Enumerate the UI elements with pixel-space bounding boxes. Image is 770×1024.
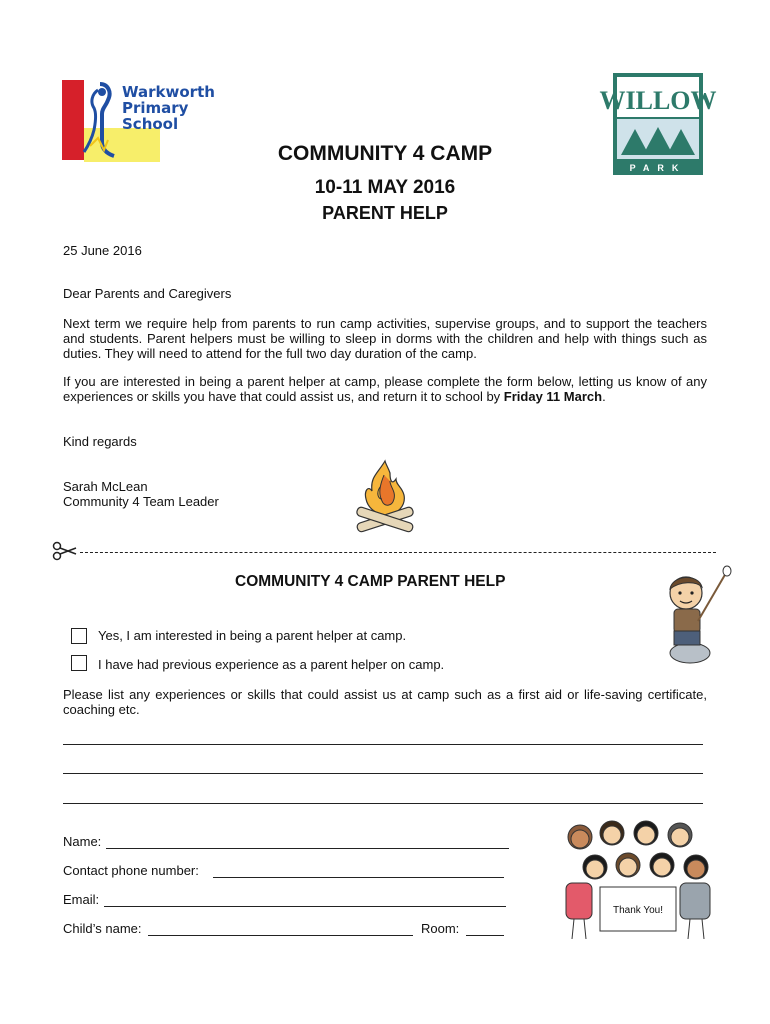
boy-with-marshmallow-icon <box>650 565 735 665</box>
thank-you-kids-illustration <box>560 815 718 943</box>
experience-line-3[interactable] <box>63 803 703 804</box>
phone-label: Contact phone number: <box>63 863 199 878</box>
school-logo-text <box>122 84 215 132</box>
form-instructions: Please list any experiences or skills that could assist us at camp such as a first aid or life-saving certificate, coaching etc. <box>63 687 707 717</box>
school-name-line2: Primary <box>122 99 189 117</box>
letter-greeting: Dear Parents and Caregivers <box>63 286 232 301</box>
email-field[interactable] <box>104 892 506 907</box>
letter-paragraph-2 <box>63 374 707 404</box>
name-field[interactable] <box>106 834 509 849</box>
title-line-1: COMMUNITY 4 CAMP <box>277 142 493 165</box>
signer-name: Sarah McLean <box>63 479 148 494</box>
para2-end: . <box>602 389 606 404</box>
child-name-field[interactable] <box>148 921 413 936</box>
room-label: Room: <box>421 921 460 936</box>
campfire-icon <box>350 455 420 545</box>
thank-you-text: Thank You! <box>612 905 664 916</box>
return-deadline: Friday 11 March <box>503 389 603 404</box>
para2-text: If you are interested in being a parent helper at camp, please complete the form below, letting us know of any experiences or skills you have that could assist us, and return it to school by <box>63 374 707 404</box>
school-name-line3: School <box>122 115 179 133</box>
school-logo-figure-icon <box>78 80 124 158</box>
letter-closing: Kind regards <box>63 434 137 449</box>
letter-paragraph-1: Next term we require help from parents to run camp activities, supervise groups, and to support the teachers and students. Parent helpers must be willing to sleep in dorms with the children and help with things such as duties. They will need to attend for the full two day duration of the camp. <box>63 316 707 361</box>
park-logo-title: WILLOW <box>599 86 717 115</box>
form-title: COMMUNITY 4 CAMP PARENT HELP <box>235 573 506 590</box>
school-name-line1: Warkworth <box>122 83 215 101</box>
email-label: Email: <box>63 892 100 907</box>
interested-checkbox[interactable] <box>71 628 87 644</box>
park-logo-sub: PARK <box>629 163 687 173</box>
previous-experience-checkbox[interactable] <box>71 655 87 671</box>
cut-here-line <box>80 552 716 553</box>
previous-experience-checkbox-label: I have had previous experience as a parent helper on camp. <box>98 657 445 672</box>
title-line-3: PARENT HELP <box>322 203 448 223</box>
title-line-2: 10-11 MAY 2016 <box>314 177 456 198</box>
letter-date: 25 June 2016 <box>63 243 142 258</box>
child-name-label: Child’s name: <box>63 921 142 936</box>
scissors-icon <box>52 541 78 561</box>
experience-line-1[interactable] <box>63 744 703 745</box>
name-label: Name: <box>63 834 102 849</box>
experience-line-2[interactable] <box>63 773 703 774</box>
room-field[interactable] <box>466 921 504 936</box>
interested-checkbox-label: Yes, I am interested in being a parent helper at camp. <box>98 628 407 643</box>
phone-field[interactable] <box>213 863 504 878</box>
signer-role: Community 4 Team Leader <box>63 494 219 509</box>
willow-park-logo <box>599 73 717 175</box>
